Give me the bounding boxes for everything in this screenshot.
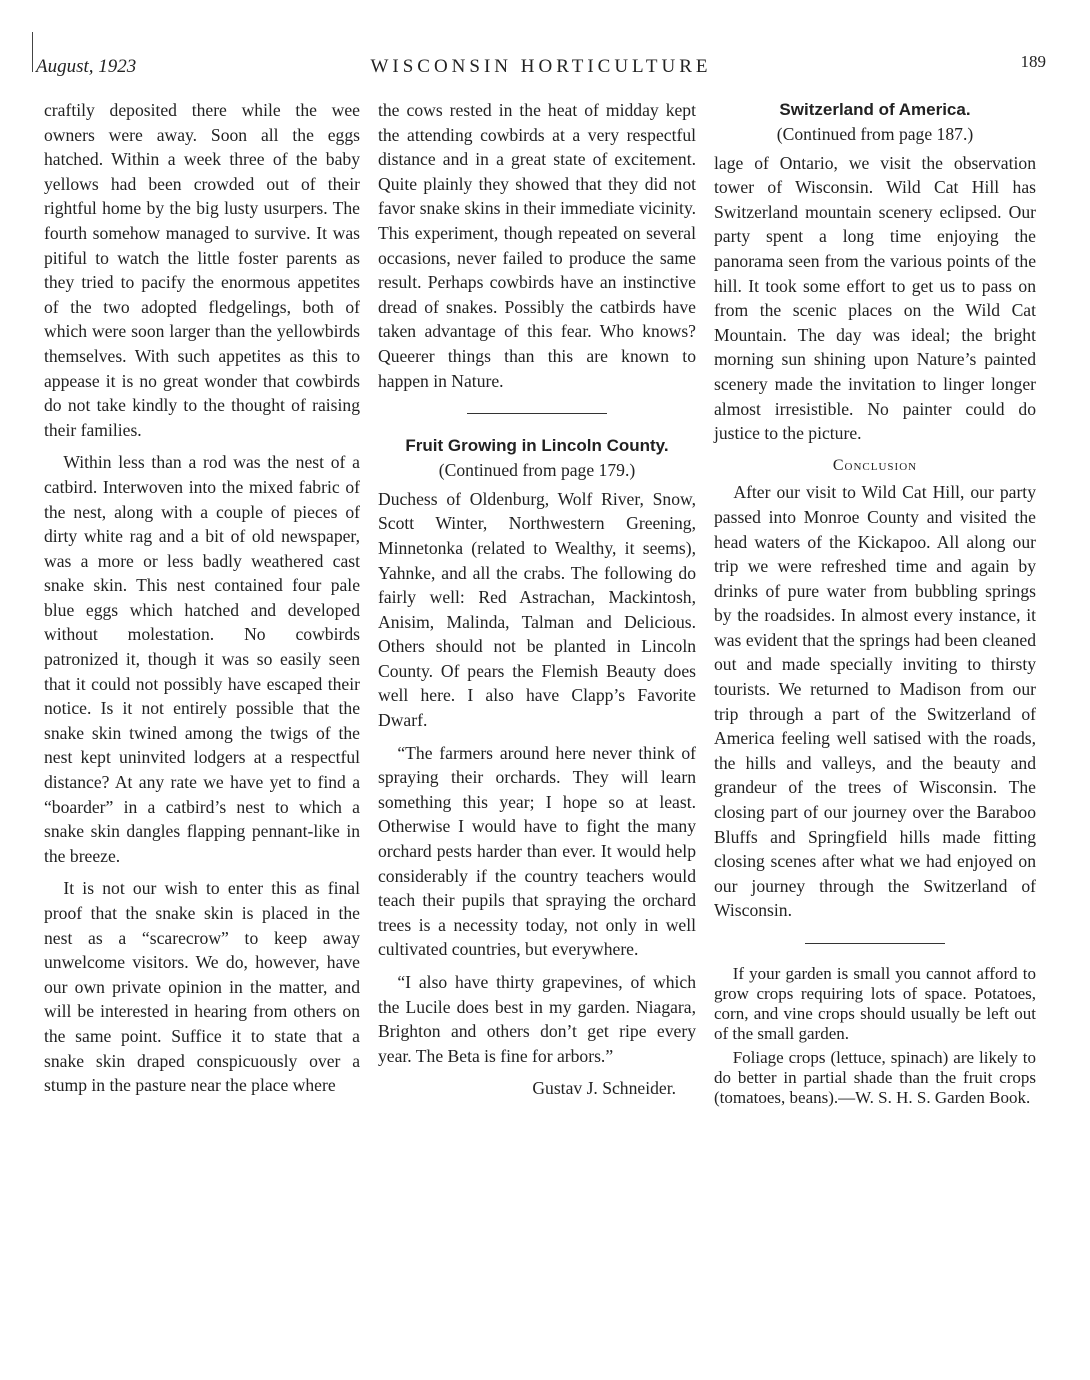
column-3 bbox=[714, 98, 1036, 1112]
column-2 bbox=[378, 98, 696, 1101]
author-signature: Gustav J. Schneider. bbox=[532, 1078, 676, 1099]
section-divider bbox=[805, 943, 945, 944]
paragraph: craftily deposited there while the wee owners were away. Soon all the eggs hatched. Within a week three of the baby yellows had been crowded out of their rightful home by the big lusty usurpers. The fourth somehow managed to survive. It was pitiful to watch the little foster parents as they tried to pacify the enormous appetites of the two adopted fledgelings, both of which were soon larger than the yellowbirds themselves. With such appetites as this to appease it is no great wonder that cowbirds do not take kindly to the thought of raising their families. bbox=[44, 100, 360, 440]
column-1 bbox=[44, 98, 360, 1106]
page-header bbox=[36, 52, 1046, 86]
continued-note: (Continued from page 179.) bbox=[438, 460, 636, 481]
header-title: WISCONSIN HORTICULTURE bbox=[370, 56, 712, 77]
paragraph: lage of Ontario, we visit the observation tower of Wisconsin. Wild Cat Hill has Switzerland mountain scenery eclipsed. Our party spent a long time enjoying the panorama seen from the various points of the hill. It took some effort to get us to pass on from the scenic places on the Wild Cat Mountain. The day was ideal; the bright morning sun shining upon Nature’s painted scenery made the invitation to linger longer almost irresistible. No painter could do justice to the picture. bbox=[714, 152, 1036, 444]
garden-note bbox=[714, 964, 1036, 1108]
page-number: 189 bbox=[1020, 52, 1046, 71]
paragraph: If your garden is small you cannot afford to grow crops requiring lots of space. Potatoes, corn, and vine crops should usually be left out of the small garden. bbox=[714, 964, 1036, 1043]
continued-note: (Continued from page 187.) bbox=[776, 124, 974, 144]
header-date: August, 1923 bbox=[36, 56, 137, 77]
paragraph: It is not our wish to enter this as final proof that the snake skin is placed in the nest as a “scarecrow” to keep away unwelcome visitors. We do, however, have our own private opinion in the matter, and will be interested in hearing from others on the same point. Suffice it to state that a snake skin draped conspicuously over a stump in the pasture near the place where bbox=[44, 878, 360, 1096]
paragraph: Foliage crops (lettuce, spinach) are likely to do better in partial shade than the fruit crops (tomatoes, beans).—W. S. H. S. Garden Book. bbox=[714, 1048, 1036, 1107]
paragraph: “I also have thirty grapevines, of which the Lucile does best in my garden. Niagara, Brighton and others don’t get ripe every year. The Beta is fine for arbors.” bbox=[378, 972, 696, 1066]
section-divider bbox=[467, 413, 607, 414]
paragraph: Duchess of Oldenburg, Wolf River, Snow, Scott Winter, Northwestern Greening, Minnetonka (related to Wealthy, it seems), Yahnke, and all the crabs. The following do fairly well: Red Astrachan, Mackintosh, Anisim, Malinda, Talman and Delicious. Others should not be planted in Lincoln County. Of pears the Flemish Beauty does well here. I also have Clapp’s Favorite Dwarf. bbox=[378, 488, 696, 731]
paragraph: Within less than a rod was the nest of a catbird. Interwoven into the mixed fabric of the nest, along with a couple of pieces of dirty white rag and a bit of old newspaper, was a more or less badly weathered cast snake skin. This nest contained four pale blue eggs which hatched and developed without molestation. No cowbirds patronized it, though it was so easily seen that it could not possibly have escaped their notice. Is it not entirely possible that the snake skin twined among the twigs of the nest kept uninvited lodgers at a respectful distance? At any rate we have yet to find a “boarder” in a catbird’s nest to which a snake skin dangles flapping pennant-like in the breeze. bbox=[44, 452, 360, 866]
article-title: Switzerland of America. bbox=[779, 100, 971, 119]
margin-rule bbox=[32, 32, 33, 72]
paragraph: the cows rested in the heat of midday kept the attending cowbirds at a very respectful distance and in a great state of excitement. Quite plainly they showed that they did not favor snake skins in their immediate vicinity. This experiment, though repeated on several occasions, never failed to produce the same result. Perhaps cowbirds have an instinctive dread of snakes. Possibly the catbirds have taken advantage of this fear. Who knows? Queerer things than this are known to happen in Nature. bbox=[378, 100, 696, 391]
paragraph: “The farmers around here never think of spraying their orchards. They will learn something this year; I hope so at least. Otherwise I would have to fight the many orchard pests harder than ever. It would help considerably if the country teachers would teach their pupils that spraying the orchard trees is a necessity today, not only in well cultivated countries, but everywhere. bbox=[378, 742, 696, 960]
article-title: Fruit Growing in Lincoln County. bbox=[405, 436, 669, 456]
conclusion-heading: Conclusion bbox=[832, 456, 918, 474]
paragraph: After our visit to Wild Cat Hill, our party passed into Monroe County and visited the head waters of the Kickapoo. All along our trip we were refreshed time and again by drinks of pure water from bubbling springs by the roadsides. In almost every instance, it was evident that the springs had been cleaned out and made specially inviting to thirsty tourists. We returned to Madison from our trip through a part of the Switzerland of America feeling well satised with the roads, the hills and valleys, and the beauty and grandeur of the trees of Wisconsin. The closing part of our journey over the Baraboo Bluffs and Springfield hills made fitting closing scenes after what we had enjoyed on our journey through the Switzerland of Wisconsin. bbox=[714, 482, 1036, 921]
